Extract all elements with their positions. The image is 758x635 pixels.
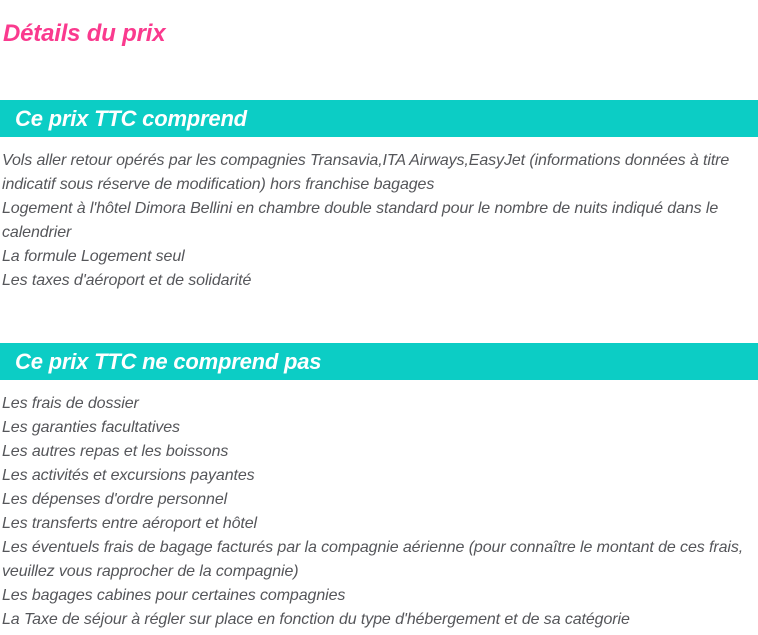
list-item: Vols aller retour opérés par les compagnies Transavia,ITA Airways,EasyJet (informations données à titre indicatif sous réserve de modification) hors franchise bagages	[2, 152, 730, 193]
section-includes-header-band	[0, 100, 758, 137]
list-item: La formule Logement seul	[2, 248, 185, 265]
list-item: Les activités et excursions payantes	[2, 467, 255, 484]
list-item: La Taxe de séjour à régler sur place en fonction du type d'hébergement et de sa catégorie	[2, 611, 630, 628]
section-includes-header-label: Ce prix TTC comprend	[15, 106, 247, 131]
section-price-excludes	[0, 343, 758, 632]
page-title: Détails du prix	[3, 20, 166, 47]
section-price-includes	[0, 100, 758, 343]
includes-list	[0, 137, 758, 343]
list-item: Les transferts entre aéroport et hôtel	[2, 515, 258, 532]
list-item: Les garanties facultatives	[2, 419, 180, 436]
excludes-list	[0, 380, 758, 632]
section-excludes-header-band	[0, 343, 758, 380]
list-item: Les bagages cabines pour certaines compagnies	[2, 587, 346, 604]
list-item: Les éventuels frais de bagage facturés par la compagnie aérienne (pour connaître le montant de ces frais, veuillez vous rapprocher de la compagnie)	[2, 539, 744, 580]
list-item: Les autres repas et les boissons	[2, 443, 229, 460]
list-item: Logement à l'hôtel Dimora Bellini en chambre double standard pour le nombre de nuits indiqué dans le calendrier	[2, 200, 719, 241]
list-item: Les dépenses d'ordre personnel	[2, 491, 228, 508]
list-item: Les frais de dossier	[2, 395, 139, 412]
section-excludes-header-label: Ce prix TTC ne comprend pas	[15, 349, 322, 374]
list-item: Les taxes d'aéroport et de solidarité	[2, 272, 252, 289]
